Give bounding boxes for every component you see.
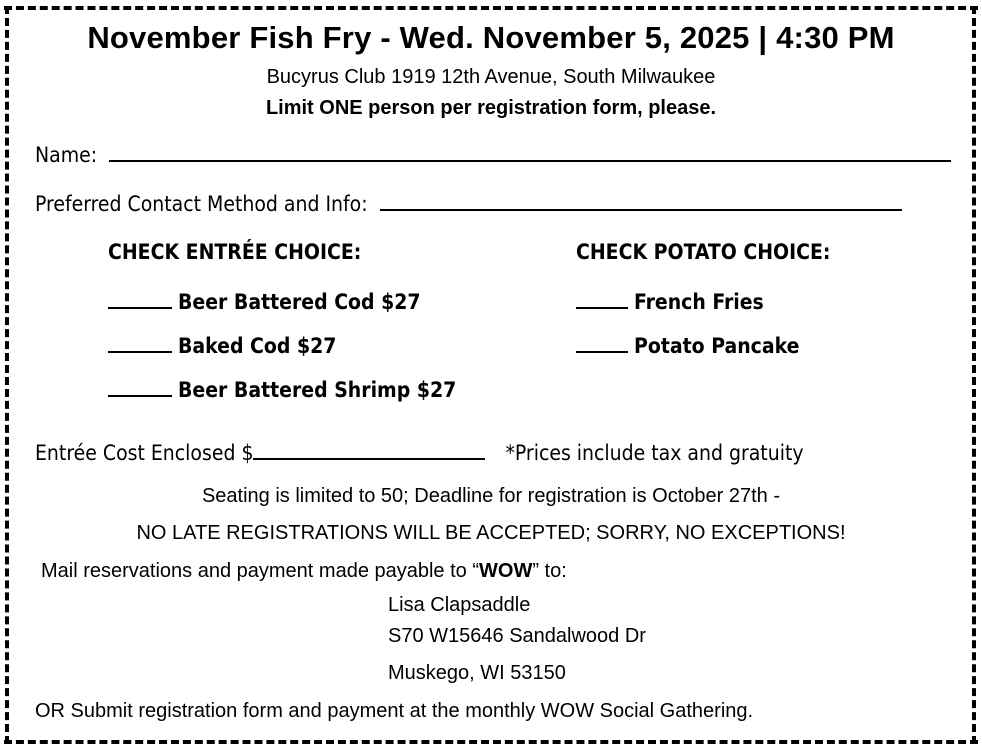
dashed-border-top xyxy=(4,6,978,10)
cost-input-line[interactable] xyxy=(253,440,485,460)
prices-note: *Prices include tax and gratuity xyxy=(505,441,804,465)
entree-option-label: Baked Cod $27 xyxy=(178,334,337,358)
mail-address-name: Lisa Clapsaddle xyxy=(388,594,531,616)
limit-notice: Limit ONE person per registration form, please. xyxy=(265,97,717,119)
potato-heading: CHECK POTATO CHOICE: xyxy=(576,240,831,264)
name-label: Name: xyxy=(35,143,98,167)
alternative-submission: OR Submit registration form and payment at the monthly WOW Social Gathering. xyxy=(35,700,754,722)
potato-checkbox-line[interactable] xyxy=(576,291,628,309)
mail-address-city: Muskego, WI 53150 xyxy=(388,662,566,684)
potato-option-label: French Fries xyxy=(634,290,764,314)
potato-option xyxy=(576,334,799,358)
potato-checkbox-line[interactable] xyxy=(576,335,628,353)
entree-option xyxy=(108,290,421,314)
venue-address: Bucyrus Club 1919 12th Avenue, South Milwaukee xyxy=(266,66,716,88)
dashed-border-bottom xyxy=(4,740,978,744)
cost-label: Entrée Cost Enclosed $ xyxy=(35,441,254,465)
mail-intro-suffix: ” to: xyxy=(532,560,567,582)
entree-checkbox-line[interactable] xyxy=(108,291,172,309)
contact-row xyxy=(35,191,902,216)
name-input-line[interactable] xyxy=(109,142,951,162)
entree-option xyxy=(108,334,336,358)
entree-heading: CHECK ENTRÉE CHOICE: xyxy=(108,240,362,264)
payee-name: WOW xyxy=(479,560,533,582)
potato-option xyxy=(576,290,764,314)
entree-option-label: Beer Battered Cod $27 xyxy=(178,290,421,314)
form-title: November Fish Fry - Wed. November 5, 2025 | 4:30 PM xyxy=(87,20,895,55)
cost-row xyxy=(35,440,804,465)
mail-intro-text: Mail reservations and payment made payable to “ xyxy=(41,560,480,582)
mail-address-street: S70 W15646 Sandalwood Dr xyxy=(388,625,646,647)
mail-instructions xyxy=(41,560,567,583)
seating-notice: Seating is limited to 50; Deadline for registration is October 27th - xyxy=(201,485,781,507)
no-late-notice: NO LATE REGISTRATIONS WILL BE ACCEPTED; SORRY, NO EXCEPTIONS! xyxy=(136,522,846,544)
potato-option-label: Potato Pancake xyxy=(634,334,800,358)
entree-checkbox-line[interactable] xyxy=(108,379,172,397)
contact-label: Preferred Contact Method and Info: xyxy=(35,192,368,216)
entree-checkbox-line[interactable] xyxy=(108,335,172,353)
entree-option-label: Beer Battered Shrimp $27 xyxy=(178,378,457,402)
name-row xyxy=(35,142,951,167)
contact-input-line[interactable] xyxy=(380,191,902,211)
entree-option xyxy=(108,378,456,402)
